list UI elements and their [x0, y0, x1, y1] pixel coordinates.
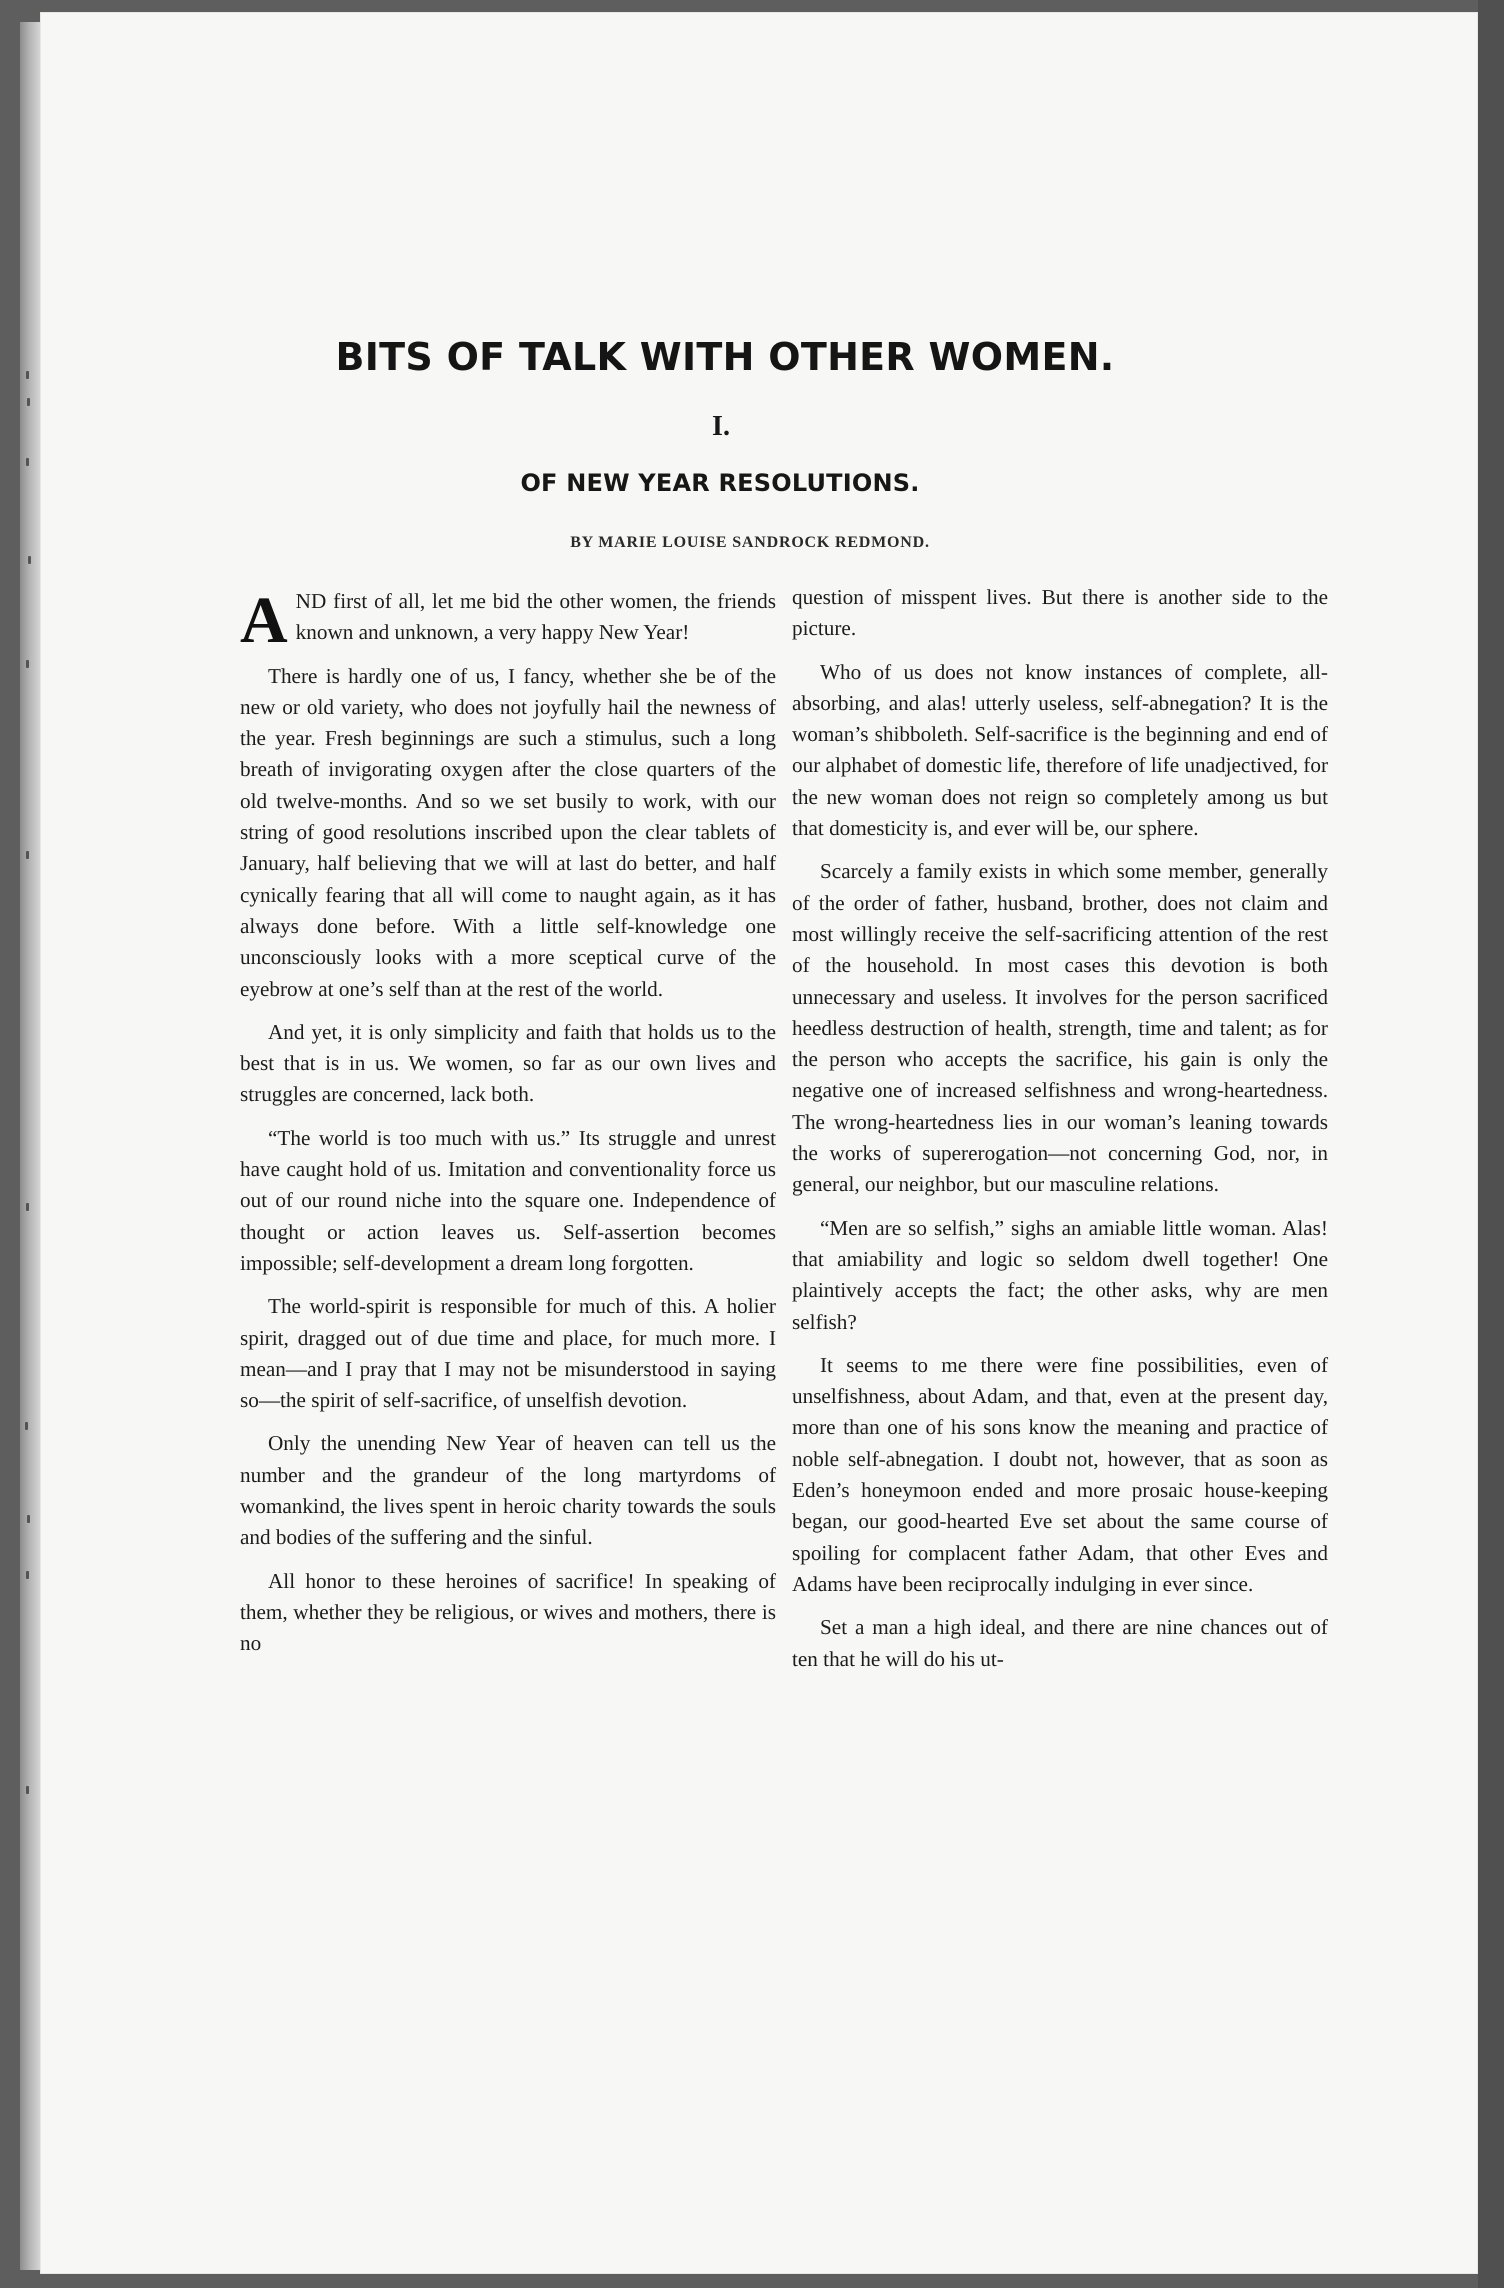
paragraph: Only the unending New Year of heaven can tell us the number and the grandeur of the long martyrdoms of womankind, the lives spent in heroic charity towards the souls and bodies of the suffering and the sinful.	[240, 1431, 776, 1550]
paragraph: Set a man a high ideal, and there are nine chances out of ten that he will do his ut-	[792, 1615, 1328, 1671]
article-title: BITS OF TALK WITH OTHER WOMEN.	[335, 335, 1115, 379]
paragraph: “Men are so selfish,” sighs an amiable little woman. Alas! that amiability and logic so seldom dwell together! One plaintively accepts the fact; the other asks, why are men selfish?	[792, 1215, 1328, 1334]
binding-dot	[26, 371, 29, 379]
binding-dot	[26, 458, 29, 466]
paragraph: All honor to these heroines of sacrifice! In speaking of them, whether they be religious, or wives and mothers, there is no	[240, 1568, 776, 1656]
paragraph: Who of us does not know instances of complete, all-absorbing, and alas! utterly useless, self-abnegation? It is the woman’s shibboleth. Self-sacrifice is the beginning and end of our alphabet of domestic life, therefore of life unadjectived, for the new woman does not reign so completely among us but that domesticity is, and ever will be, our sphere.	[792, 659, 1328, 841]
binding-dot	[26, 1571, 29, 1579]
binding-dot	[28, 556, 31, 564]
binding-dot	[27, 398, 30, 406]
binding-dot	[26, 1203, 29, 1211]
right-text-column	[792, 582, 1328, 1687]
paragraph: And yet, it is only simplicity and faith that holds us to the best that is in us. We women, so far as our own lives and struggles are concerned, lack both.	[240, 1019, 776, 1107]
drop-cap: A	[240, 584, 288, 657]
paragraph: “The world is too much with us.” Its struggle and unrest have caught hold of us. Imitation and conventionality force us out of our round niche into the square one. Independence of thought or action leaves us. Self-assertion becomes impossible; self-development a dream long forgotten.	[240, 1125, 776, 1275]
binding-dot	[27, 1515, 30, 1523]
binding-dot	[26, 1786, 29, 1794]
binding-dot	[25, 1422, 28, 1430]
paragraph: The world-spirit is responsible for much of this. A holier spirit, dragged out of due time and place, for much more. I mean—and I pray that I may not be misunderstood in saying so—the spirit of self-sacrifice, of unselfish devotion.	[240, 1294, 776, 1413]
article-number: I.	[712, 411, 730, 442]
paragraph: Scarcely a family exists in which some member, generally of the order of father, husband, brother, does not claim and most willingly receive the self-sacrificing attention of the rest of the household. In most cases this devotion is both unnecessary and useless. It involves for the person sacrificed heedless destruction of health, strength, time and talent; as for the person who accepts the sacrifice, his gain is only the negative one of increased selfishness and wrong-heartedness. The wrong-heartedness lies in our woman’s leaning towards the works of supererogation—not concerning God, nor, in general, our neighbor, but our masculine relations.	[792, 859, 1328, 1197]
paragraph: It seems to me there were fine possibilities, even of unselfishness, about Adam, and that, even at the present day, more than one of his sons know the meaning and practice of noble self-abnegation. I doubt not, however, that as soon as Eden’s honeymoon ended and more prosaic house-keeping began, our good-hearted Eve set about the same course of spoiling for complacent father Adam, that other Eves and Adams have been reciprocally indulging in ever since.	[792, 1352, 1328, 1596]
article-subtitle: OF NEW YEAR RESOLUTIONS.	[520, 469, 920, 497]
binding-dot	[26, 660, 29, 668]
continued-paragraph: question of misspent lives. But there is another side to the picture.	[792, 585, 1328, 641]
opening-paragraph	[240, 584, 776, 657]
opening-text: ND first of all, let me bid the other women, the friends known and unknown, a very happy New Year!	[295, 589, 776, 645]
binding-dot	[26, 851, 29, 859]
article-byline: BY MARIE LOUISE SANDROCK REDMOND.	[570, 534, 930, 551]
paragraph: There is hardly one of us, I fancy, whether she be of the new or old variety, who does not joyfully hail the newness of the year. Fresh beginnings are such a stimulus, such a long breath of invigorating oxygen after the close quarters of the old twelve-months. And so we set busily to work, with our string of good resolutions inscribed upon the clear tablets of January, half believing that we will at last do better, and half cynically fearing that all will come to naught again, as it has always done before. With a little self-knowledge one unconsciously looks with a more sceptical curve of the eyebrow at one’s self than at the rest of the world.	[240, 663, 776, 1001]
left-text-column	[240, 582, 776, 1672]
scan-right-shadow	[1478, 0, 1504, 2288]
